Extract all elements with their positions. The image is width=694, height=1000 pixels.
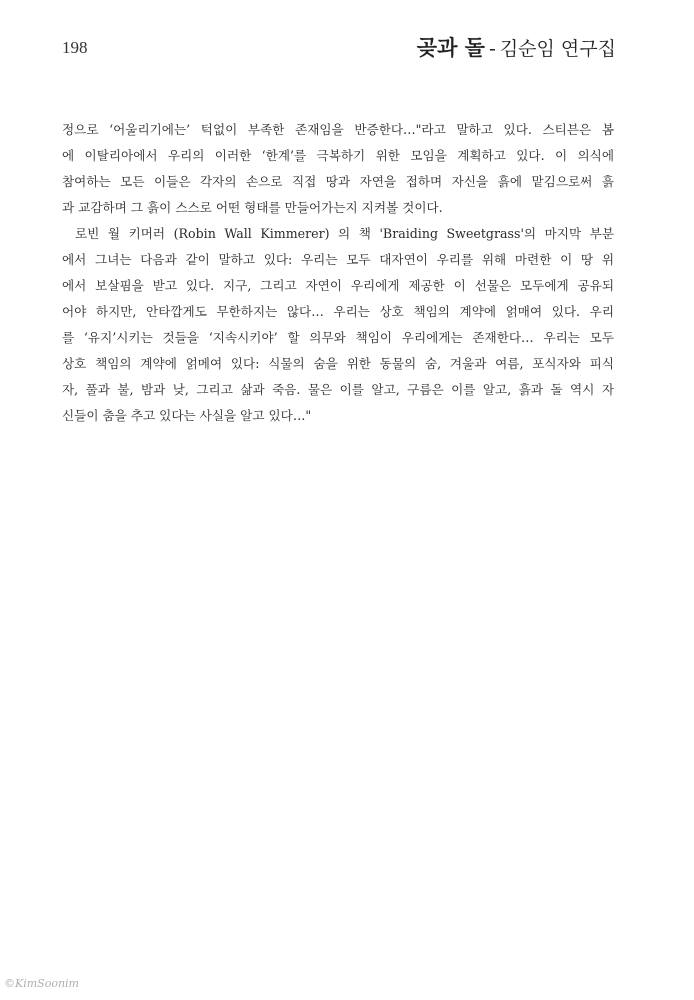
text-line: 신들이 춤을 추고 있다는 사실을 알고 있다…"	[62, 408, 312, 423]
text-line: 에서 보살핌을 받고 있다. 지구, 그리고 자연이 우리에게 제공한 이 선물은 모두에게 공유되	[62, 278, 614, 293]
text-line: 에서 그녀는 다음과 같이 말하고 있다: 우리는 모두 대자연이 우리를 위해 마련한 이 땅 위	[62, 252, 614, 267]
book-subtitle: 김순임 연구집	[499, 38, 616, 60]
text-line: 정으로 ‘어울리기에는’ 턱없이 부족한 존재임을 반증한다…"라고 말하고 있다. 스티븐은 봄	[62, 122, 614, 137]
running-header	[417, 32, 616, 62]
text-line: 자, 풀과 불, 밤과 낮, 그리고 삶과 죽음. 물은 이를 알고, 구름은 이를 알고, 흙과 돌 역시 자	[62, 382, 614, 397]
header-separator: -	[488, 38, 496, 60]
text-line: 과 교감하며 그 흙이 스스로 어떤 형태를 만들어가는지 지켜볼 것이다.	[62, 200, 443, 215]
text-line: 를 ‘유지’시키는 것들을 ‘지속시키야’ 할 의무와 책임이 우리에게는 존재한다… 우리는 모두	[62, 330, 614, 345]
page-number: 198	[62, 38, 88, 57]
body-text	[62, 117, 614, 429]
text-line: 상호 책임의 계약에 얽메여 있다: 식물의 숨을 위한 동물의 숨, 겨울과 여름, 포식자와 피식	[62, 356, 614, 371]
text-line: 로빈 월 키머러 (Robin Wall Kimmerer) 의 책 'Braiding Sweetgrass'의 마지막 부분	[75, 226, 614, 241]
text-line: 어야 하지만, 안타깝게도 무한하지는 않다… 우리는 상호 책임의 계약에 얽매여 있다. 우리	[62, 304, 614, 319]
text-line: 참여하는 모든 이들은 각자의 손으로 직접 땅과 자연을 접하며 자신을 흙에 맡김으로써 흙	[62, 174, 614, 189]
book-title: 곶과 돌	[416, 36, 485, 60]
copyright-watermark: ©KimSoonim	[4, 977, 79, 990]
text-line: 에 이탈리아에서 우리의 이러한 ‘한계’를 극복하기 위한 모임을 계획하고 있다. 이 의식에	[62, 148, 614, 163]
